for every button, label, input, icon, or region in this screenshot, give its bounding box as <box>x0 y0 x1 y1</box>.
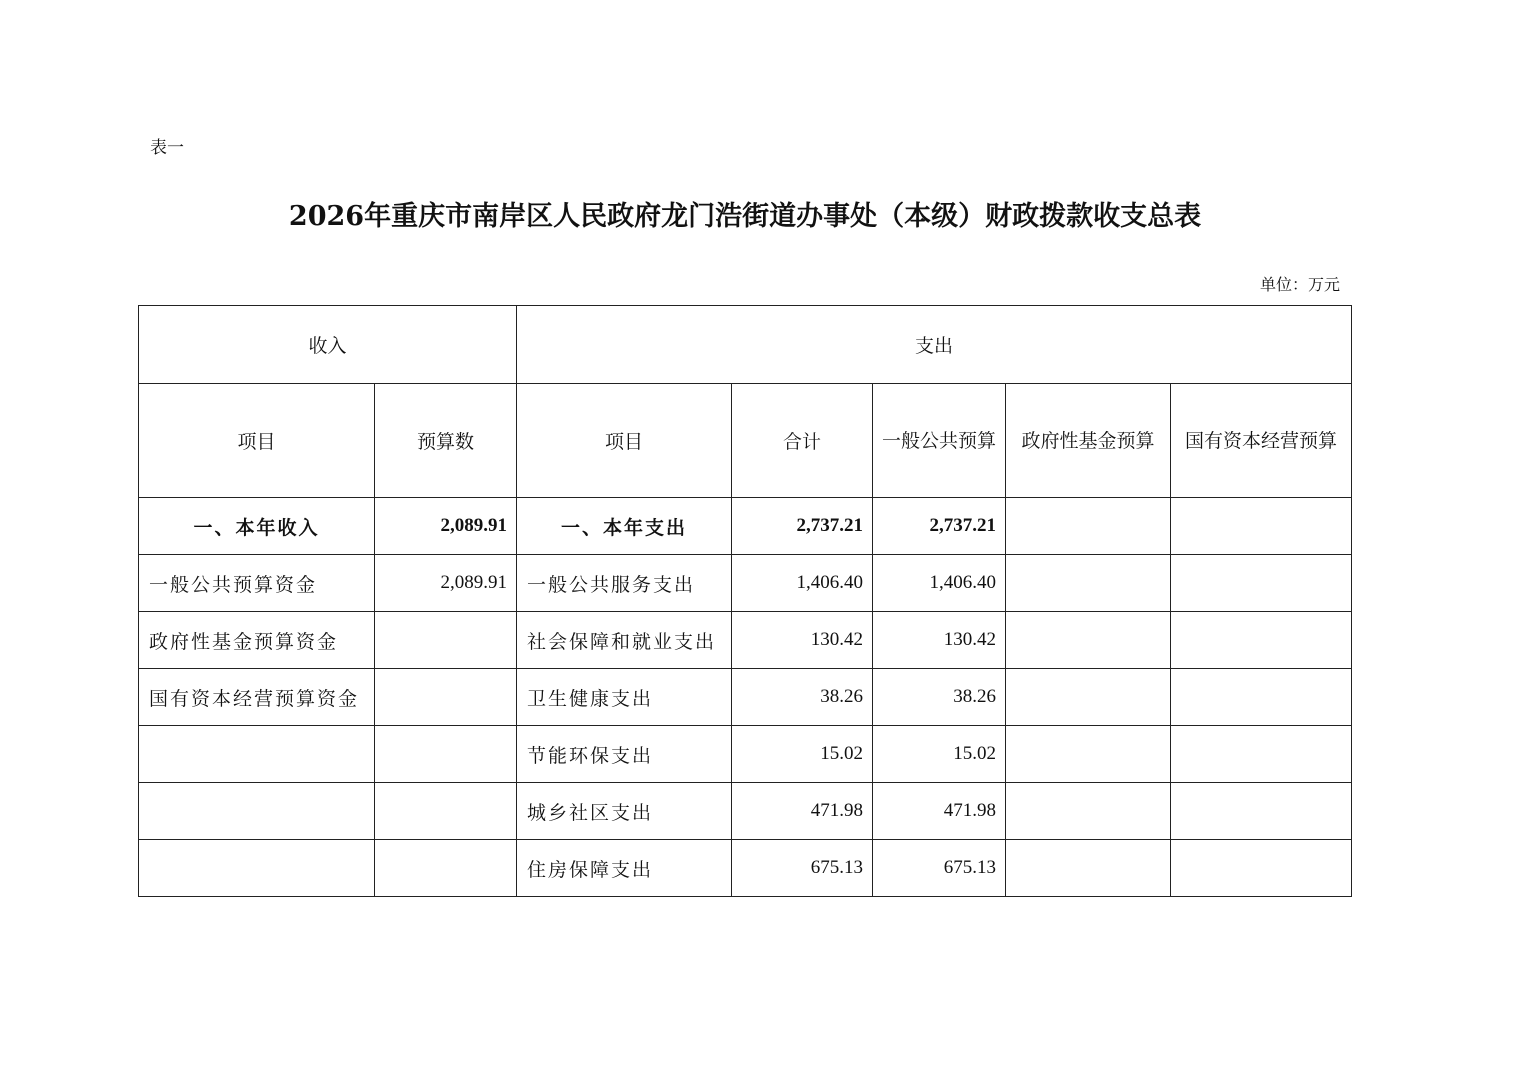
income-item-header: 项目 <box>139 384 375 498</box>
exp-item-cell: 城乡社区支出 <box>517 783 732 840</box>
exp-item-header: 项目 <box>517 384 732 498</box>
table-row <box>139 726 1352 783</box>
exp-fund-header: 政府性基金预算 <box>1006 384 1171 498</box>
exp-state-capital-cell <box>1171 498 1352 555</box>
exp-state-capital-cell <box>1171 726 1352 783</box>
exp-total-cell: 15.02 <box>732 726 873 783</box>
exp-general-header: 一般公共预算 <box>873 384 1006 498</box>
exp-item-cell: 一、本年支出 <box>517 498 732 555</box>
exp-total-cell: 471.98 <box>732 783 873 840</box>
income-item-cell: 一、本年收入 <box>139 498 375 555</box>
budget-table <box>138 305 1352 897</box>
exp-total-header: 合计 <box>732 384 873 498</box>
exp-general-cell: 130.42 <box>873 612 1006 669</box>
exp-item-cell: 社会保障和就业支出 <box>517 612 732 669</box>
income-budget-cell: 2,089.91 <box>375 498 517 555</box>
exp-state-capital-cell <box>1171 612 1352 669</box>
unit-label: 单位：万元 <box>1259 275 1340 294</box>
exp-general-cell: 38.26 <box>873 669 1006 726</box>
exp-fund-cell <box>1006 498 1171 555</box>
exp-state-capital-cell <box>1171 783 1352 840</box>
exp-fund-cell <box>1006 840 1171 897</box>
income-item-cell: 一般公共预算资金 <box>139 555 375 612</box>
table-row <box>139 555 1352 612</box>
table-row <box>139 669 1352 726</box>
header-row-groups <box>139 306 1352 384</box>
exp-total-cell: 675.13 <box>732 840 873 897</box>
income-budget-cell <box>375 783 517 840</box>
exp-item-cell: 住房保障支出 <box>517 840 732 897</box>
table-label: 表一 <box>150 138 184 158</box>
exp-general-cell: 15.02 <box>873 726 1006 783</box>
exp-state-capital-cell <box>1171 840 1352 897</box>
exp-general-cell: 1,406.40 <box>873 555 1006 612</box>
income-item-cell: 国有资本经营预算资金 <box>139 669 375 726</box>
exp-state-capital-cell <box>1171 669 1352 726</box>
exp-state-capital-cell <box>1171 555 1352 612</box>
table-row <box>139 783 1352 840</box>
income-budget-cell <box>375 612 517 669</box>
table-row <box>139 840 1352 897</box>
document-title: 2026年重庆市南岸区人民政府龙门浩街道办事处（本级）财政拨款收支总表 <box>288 201 1202 232</box>
exp-general-cell: 2,737.21 <box>873 498 1006 555</box>
exp-total-cell: 130.42 <box>732 612 873 669</box>
table-row <box>139 612 1352 669</box>
income-budget-cell <box>375 669 517 726</box>
exp-fund-cell <box>1006 783 1171 840</box>
exp-item-cell: 一般公共服务支出 <box>517 555 732 612</box>
exp-total-cell: 2,737.21 <box>732 498 873 555</box>
header-row-columns <box>139 384 1352 498</box>
income-budget-cell: 2,089.91 <box>375 555 517 612</box>
exp-general-cell: 675.13 <box>873 840 1006 897</box>
income-item-cell: 政府性基金预算资金 <box>139 612 375 669</box>
exp-fund-cell <box>1006 669 1171 726</box>
income-item-cell <box>139 726 375 783</box>
exp-item-cell: 卫生健康支出 <box>517 669 732 726</box>
exp-total-cell: 38.26 <box>732 669 873 726</box>
income-budget-header: 预算数 <box>375 384 517 498</box>
income-budget-cell <box>375 726 517 783</box>
exp-item-cell: 节能环保支出 <box>517 726 732 783</box>
exp-fund-cell <box>1006 555 1171 612</box>
exp-fund-cell <box>1006 612 1171 669</box>
exp-total-cell: 1,406.40 <box>732 555 873 612</box>
income-header: 收入 <box>139 306 517 384</box>
exp-fund-cell <box>1006 726 1171 783</box>
income-budget-cell <box>375 840 517 897</box>
income-item-cell <box>139 783 375 840</box>
exp-general-cell: 471.98 <box>873 783 1006 840</box>
expenditure-header: 支出 <box>517 306 1352 384</box>
exp-state-capital-header: 国有资本经营预算 <box>1171 384 1352 498</box>
table-row-total <box>139 498 1352 555</box>
income-item-cell <box>139 840 375 897</box>
